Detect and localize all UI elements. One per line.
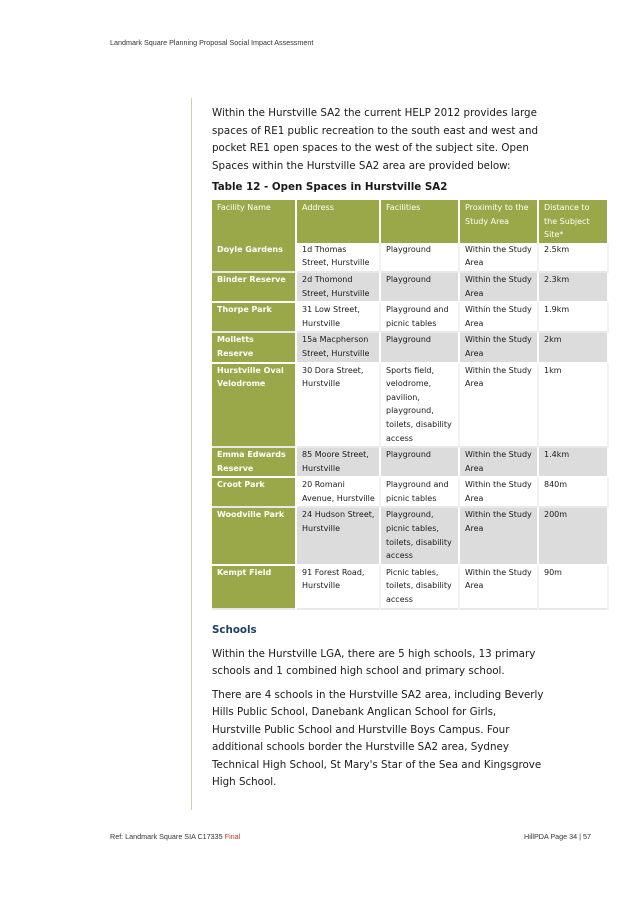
cell-facility-name: Croot Park [212,477,296,507]
cell-distance: 1.4km [538,447,608,477]
cell-proximity: Within the Study Area [459,565,538,609]
cell-distance: 2km [538,332,608,362]
cell-facilities: Playground, picnic tables, toilets, disability access [380,507,459,564]
cell-distance: 2.5km [538,243,608,272]
table-row [212,565,608,609]
running-header: Landmark Square Planning Proposal Social Impact Assessment [110,38,314,47]
cell-proximity: Within the Study Area [459,507,538,564]
cell-address: 30 Dora Street, Hurstville [296,363,380,448]
cell-facility-name: Binder Reserve [212,272,296,302]
cell-facility-name: Molletts Reserve [212,332,296,362]
open-spaces-table [212,200,609,610]
cell-facility-name: Kempt Field [212,565,296,609]
cell-proximity: Within the Study Area [459,447,538,477]
margin-rule [191,98,192,810]
cell-facility-name: Emma Edwards Reserve [212,447,296,477]
col-header-distance: Distance to the Subject Site* [538,200,608,243]
schools-heading: Schools [212,623,257,636]
cell-proximity: Within the Study Area [459,363,538,448]
cell-address: 2d Thomond Street, Hurstville [296,272,380,302]
cell-distance: 1.9km [538,302,608,332]
table-row [212,332,608,362]
cell-address: 31 Low Street, Hurstville [296,302,380,332]
col-header-address: Address [296,200,380,243]
cell-distance: 200m [538,507,608,564]
footer-reference [110,832,240,841]
cell-facilities: Playground [380,332,459,362]
cell-address: 85 Moore Street, Hurstville [296,447,380,477]
cell-distance: 90m [538,565,608,609]
table-header-row [212,200,608,243]
table-row [212,243,608,272]
cell-facility-name: Hurstville Oval Velodrome [212,363,296,448]
cell-distance: 1km [538,363,608,448]
page-content [212,105,612,798]
footer-status: Final [224,832,241,841]
cell-distance: 840m [538,477,608,507]
cell-facility-name: Doyle Gardens [212,243,296,272]
cell-proximity: Within the Study Area [459,477,538,507]
cell-facilities: Picnic tables, toilets, disability access [380,565,459,609]
cell-facilities: Sports field, velodrome, pavilion, playground, toilets, disability access [380,363,459,448]
cell-facilities: Playground [380,272,459,302]
schools-paragraph-1: Within the Hurstville LGA, there are 5 high schools, 13 primary schools and 1 combined high school and primary school. [212,647,536,678]
col-header-facilities: Facilities [380,200,459,243]
cell-address: 24 Hudson Street, Hurstville [296,507,380,564]
cell-proximity: Within the Study Area [459,272,538,302]
table-row [212,477,608,507]
intro-paragraph: Within the Hurstville SA2 the current HELP 2012 provides large spaces of RE1 public recreation to the south east and west and pocket RE1 open spaces to the west of the subject site. Open Spaces within the Hurstville SA2 area are provided below: [212,107,539,172]
cell-address: 20 Romani Avenue, Hurstville [296,477,380,507]
table-row [212,447,608,477]
cell-distance: 2.3km [538,272,608,302]
col-header-proximity: Proximity to the Study Area [459,200,538,243]
cell-address: 91 Forest Road, Hurstville [296,565,380,609]
cell-facility-name: Thorpe Park [212,302,296,332]
schools-paragraph-2: There are 4 schools in the Hurstville SA2 area, including Beverly Hills Public School, Danebank Anglican School for Girls, Hurstville Public School and Hurstville Boys Campus. Four additional schools border the Hurstville SA2 area, Sydney Technical High School, St Mary's Star of the Sea and Kingsgrove High School. [212,688,544,789]
cell-facilities: Playground and picnic tables [380,477,459,507]
cell-proximity: Within the Study Area [459,243,538,272]
cell-proximity: Within the Study Area [459,332,538,362]
cell-proximity: Within the Study Area [459,302,538,332]
table-row [212,363,608,448]
footer-ref-text: Ref: Landmark Square SIA C17335 [110,832,223,841]
cell-address: 1d Thomas Street, Hurstville [296,243,380,272]
table-title: Table 12 - Open Spaces in Hurstville SA2 [212,181,448,193]
table-row [212,507,608,564]
footer-page-number: HillPDA Page 34 | 57 [524,832,591,841]
cell-address: 15a Macpherson Street, Hurstville [296,332,380,362]
table-row [212,272,608,302]
cell-facility-name: Woodville Park [212,507,296,564]
col-header-facility-name: Facility Name [212,200,296,243]
cell-facilities: Playground [380,447,459,477]
table-row [212,302,608,332]
cell-facilities: Playground [380,243,459,272]
cell-facilities: Playground and picnic tables [380,302,459,332]
